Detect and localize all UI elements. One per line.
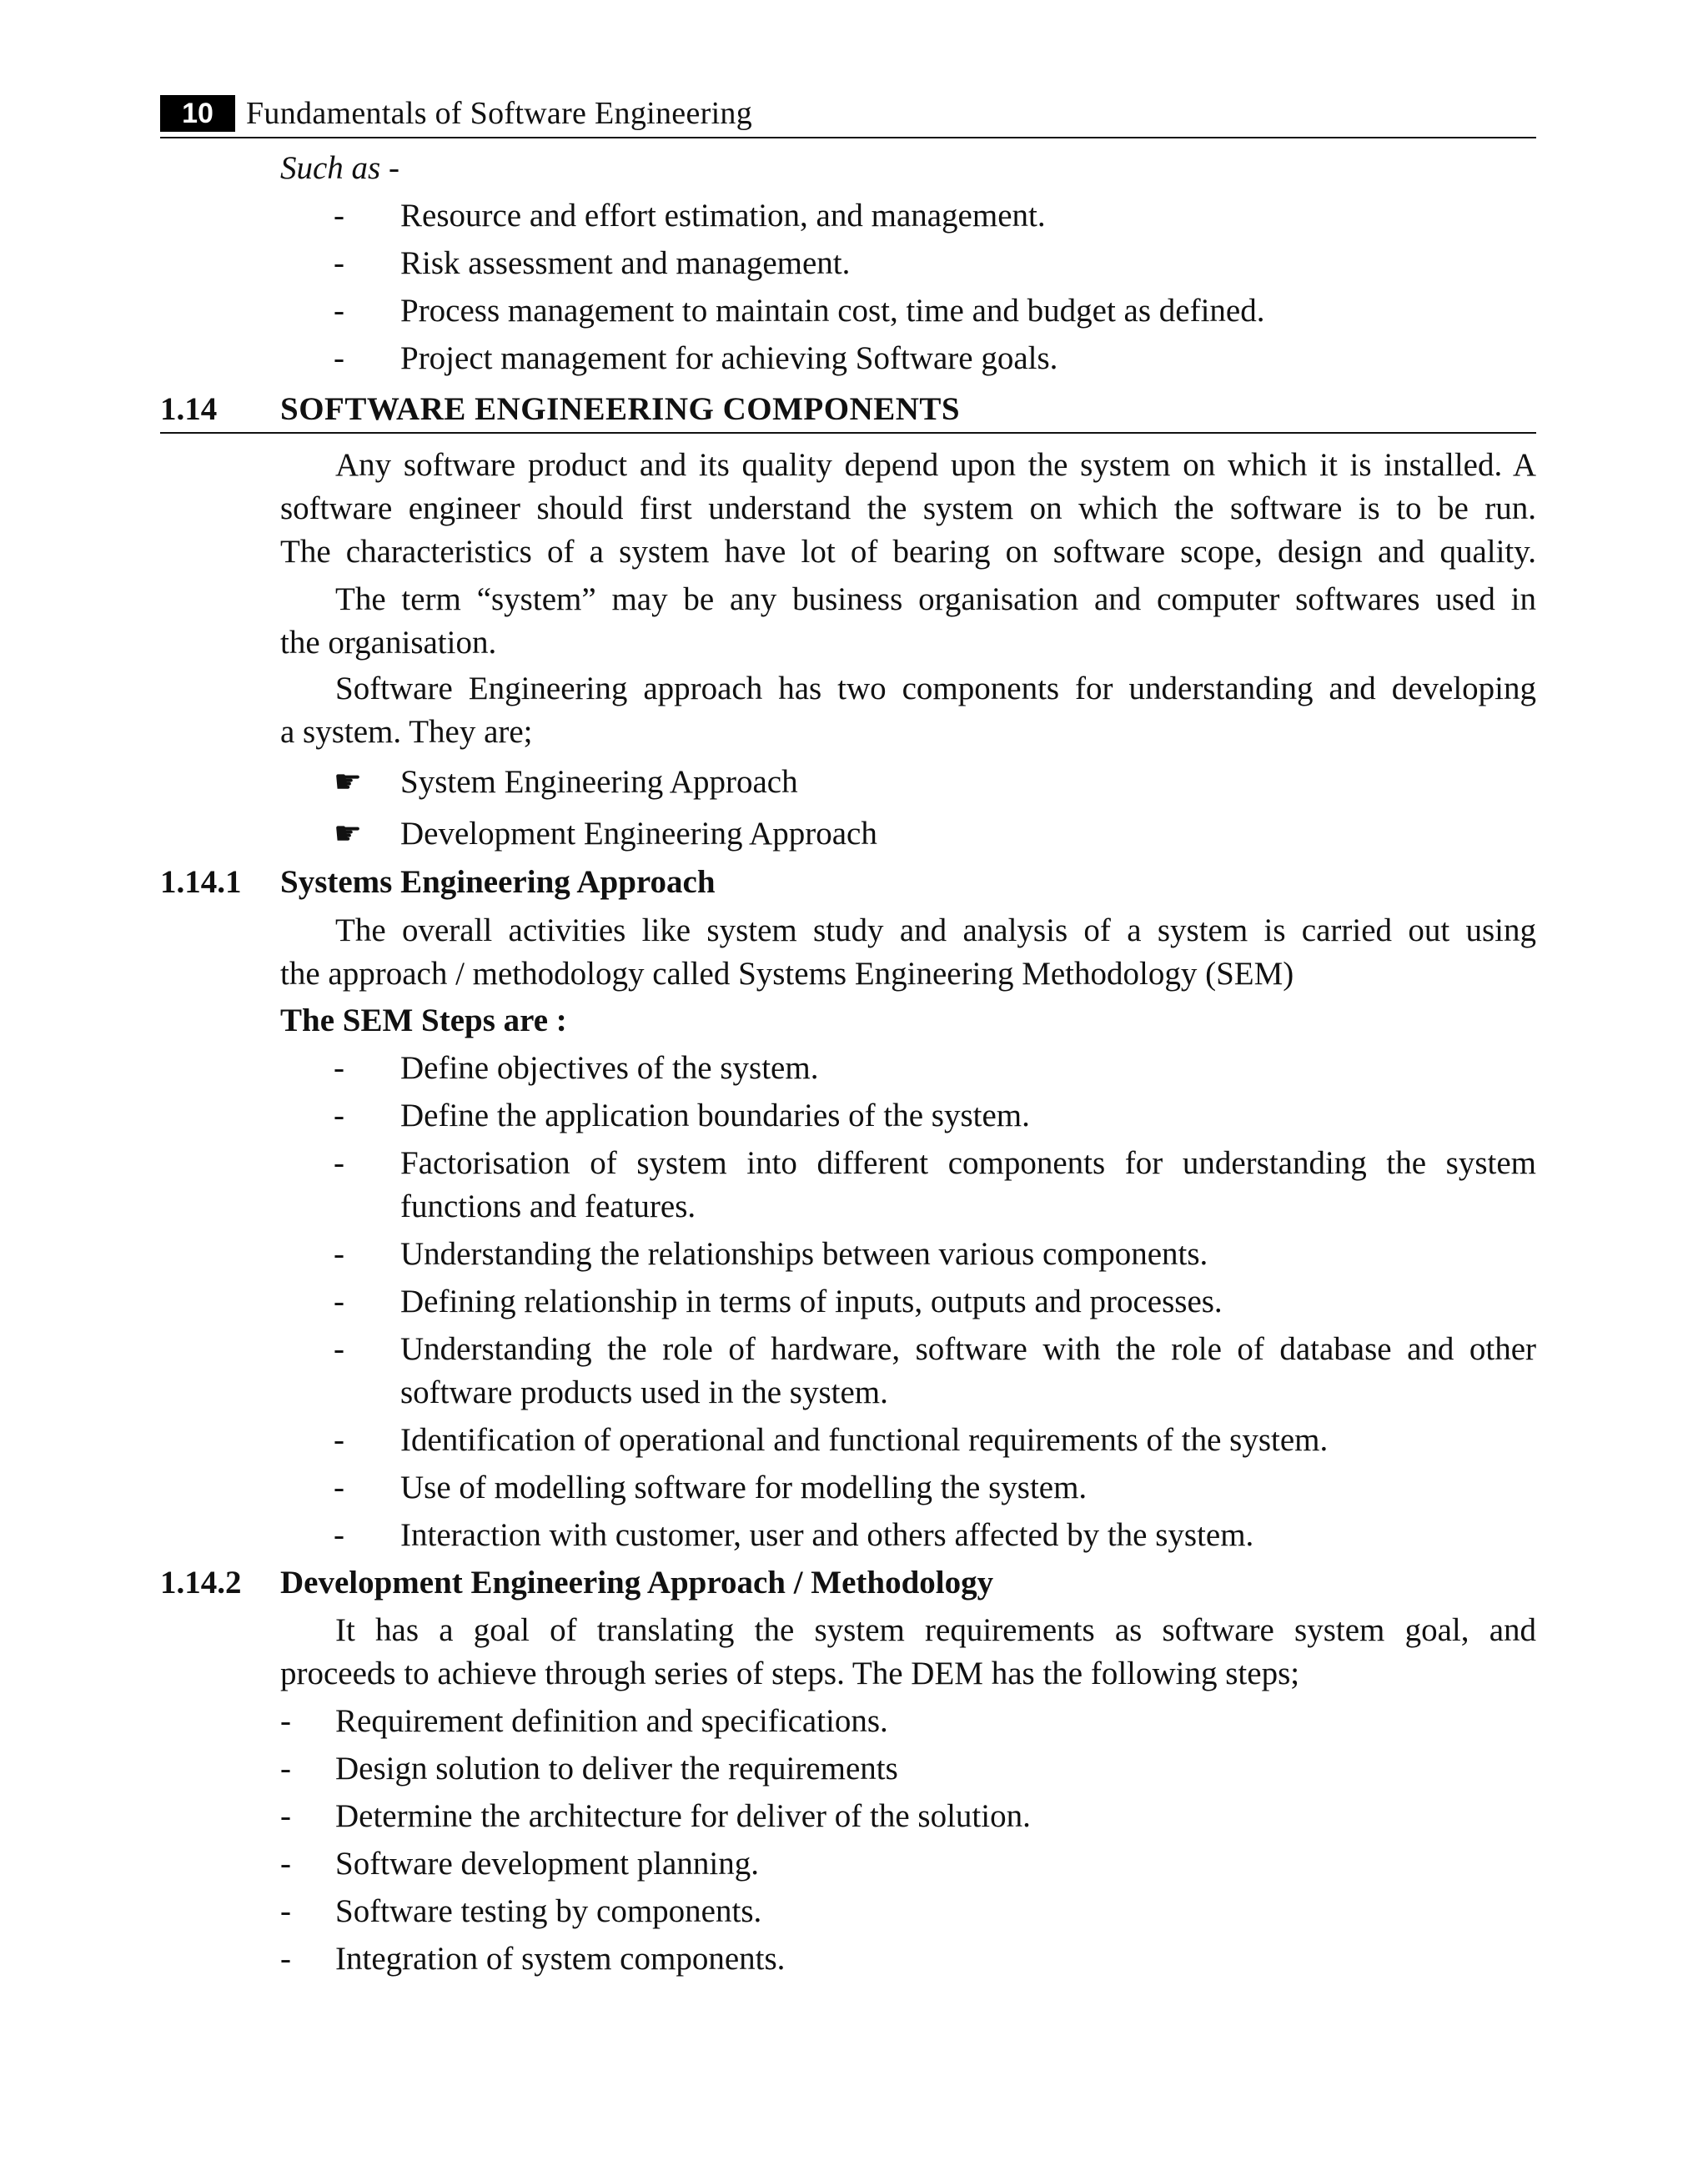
page-number: 10 xyxy=(160,95,235,132)
dash-marker: - xyxy=(280,1703,291,1739)
list-item: Design solution to deliver the requirements xyxy=(335,1751,898,1787)
list-item: Integration of system components. xyxy=(335,1941,786,1977)
list-item: Understanding the relationships between various components. xyxy=(400,1236,1208,1272)
dash-marker: - xyxy=(280,1941,291,1977)
list-item: Process management to maintain cost, time and budget as defined. xyxy=(400,293,1265,329)
dash-marker: - xyxy=(334,1236,344,1272)
section-rule xyxy=(160,432,1536,434)
book-title: Fundamentals of Software Engineering xyxy=(246,96,753,131)
list-item: Define the application boundaries of the system. xyxy=(400,1098,1030,1133)
paragraph-line: Any software product and its quality depend upon the system on which it is installed. A xyxy=(335,447,1536,483)
subsection-number: 1.14.1 xyxy=(160,864,242,900)
dash-marker: - xyxy=(334,1331,344,1367)
dash-marker: - xyxy=(280,1846,291,1882)
pointing-hand-icon: ☛ xyxy=(334,765,363,800)
list-item: Software testing by components. xyxy=(335,1893,762,1929)
dash-marker: - xyxy=(334,1284,344,1319)
dash-marker: - xyxy=(334,1470,344,1505)
list-item: Project management for achieving Software goals. xyxy=(400,340,1058,376)
dash-marker: - xyxy=(334,1098,344,1133)
list-item: Risk assessment and management. xyxy=(400,245,851,281)
list-item: Requirement definition and specifications. xyxy=(335,1703,888,1739)
bullet-item: Development Engineering Approach xyxy=(400,816,877,852)
dash-marker: - xyxy=(334,1050,344,1086)
subsection-title: Systems Engineering Approach xyxy=(280,864,716,900)
steps-heading: The SEM Steps are : xyxy=(280,1003,567,1038)
section-number: 1.14 xyxy=(160,391,218,427)
dash-marker: - xyxy=(280,1893,291,1929)
list-item: Defining relationship in terms of inputs, outputs and processes. xyxy=(400,1284,1223,1319)
paragraph-line: software engineer should first understand the system on which the software is to be run. xyxy=(280,490,1536,526)
paragraph-line: proceeds to achieve through series of steps. The DEM has the following steps; xyxy=(280,1656,1300,1691)
list-item: Define objectives of the system. xyxy=(400,1050,819,1086)
dash-marker: - xyxy=(334,340,344,376)
list-item: Understanding the role of hardware, software with the role of database and other xyxy=(400,1331,1536,1367)
paragraph-line: It has a goal of translating the system requirements as software system goal, and xyxy=(335,1612,1536,1648)
dash-marker: - xyxy=(280,1798,291,1834)
paragraph-line: The characteristics of a system have lot of bearing on software scope, design and quality. xyxy=(280,534,1536,570)
dash-marker: - xyxy=(334,1145,344,1181)
dash-marker: - xyxy=(334,198,344,234)
subsection-title: Development Engineering Approach / Methodology xyxy=(280,1565,994,1601)
list-item: Determine the architecture for deliver of the solution. xyxy=(335,1798,1031,1834)
paragraph-line: the organisation. xyxy=(280,625,497,661)
dash-marker: - xyxy=(280,1751,291,1787)
list-item: Factorisation of system into different components for understanding the system xyxy=(400,1145,1536,1181)
subsection-number: 1.14.2 xyxy=(160,1565,242,1601)
dash-marker: - xyxy=(334,1422,344,1458)
paragraph-line: The overall activities like system study and analysis of a system is carried out using xyxy=(335,912,1536,948)
pointing-hand-icon: ☛ xyxy=(334,817,363,852)
list-item-continued: software products used in the system. xyxy=(400,1374,888,1410)
paragraph-line: the approach / methodology called Systems Engineering Methodology (SEM) xyxy=(280,956,1294,992)
list-item: Resource and effort estimation, and management. xyxy=(400,198,1046,234)
such-as-label: Such as - xyxy=(280,150,399,186)
list-item: Use of modelling software for modelling the system. xyxy=(400,1470,1088,1505)
dash-marker: - xyxy=(334,1517,344,1553)
dash-marker: - xyxy=(334,293,344,329)
paragraph-line: The term “system” may be any business organisation and computer softwares used in xyxy=(335,581,1536,617)
dash-marker: - xyxy=(334,245,344,281)
bullet-item: System Engineering Approach xyxy=(400,764,798,800)
running-header xyxy=(160,92,1536,138)
paragraph-line: a system. They are; xyxy=(280,714,533,750)
section-title: SOFTWARE ENGINEERING COMPONENTS xyxy=(280,391,961,427)
list-item: Software development planning. xyxy=(335,1846,759,1882)
list-item: Identification of operational and functional requirements of the system. xyxy=(400,1422,1329,1458)
list-item-continued: functions and features. xyxy=(400,1189,696,1224)
list-item: Interaction with customer, user and others affected by the system. xyxy=(400,1517,1254,1553)
paragraph-line: Software Engineering approach has two components for understanding and developing xyxy=(335,671,1536,706)
